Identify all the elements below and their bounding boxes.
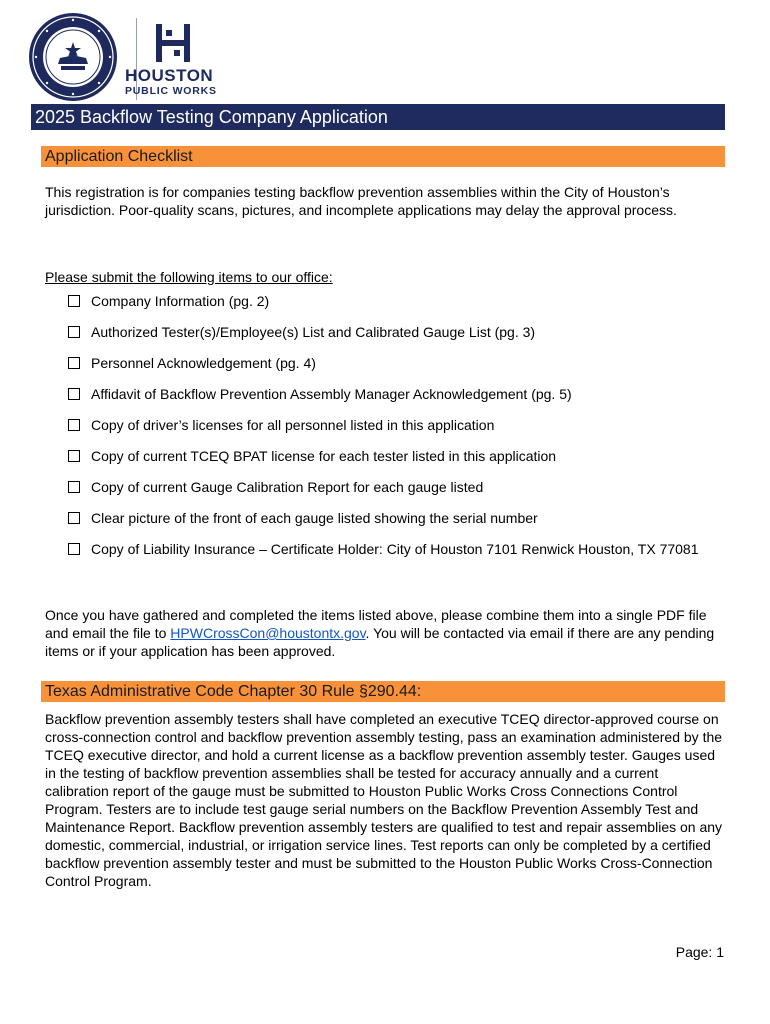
checkbox-icon[interactable]: [68, 295, 80, 307]
letterhead: [22, 10, 282, 102]
checklist-intro: This registration is for companies testing backflow prevention assemblies within the City of Houston’s jurisdiction. Poor-quality scans, pictures, and incomplete applications may delay the approval process.: [45, 184, 677, 218]
houston-public-works-logo-icon: [156, 24, 190, 62]
checkbox-icon[interactable]: [68, 481, 80, 493]
checklist-items: [68, 292, 728, 558]
checkbox-icon[interactable]: [68, 357, 80, 369]
rule-body: Backflow prevention assembly testers shall have completed an executive TCEQ director-approved course on cross-connection control and backflow prevention assembly testing, pass an examination administered by the TCEQ executive director, and hold a current license as a backflow prevention assembly tester. Gauges used in the testing of backflow prevention assemblies shall be tested for accuracy annually and a current calibration report of the gauge must be submitted to Houston Public Works Cross Connections Control Program. Testers are to include test gauge serial numbers on the Backflow Prevention Assembly Test and Maintenance Report. Backflow prevention assembly testers are qualified to test and repair assemblies on any domestic, commercial, industrial, or irrigation service lines. Test reports can only be completed by a certified backflow prevention assembly tester and must be submitted to the Houston Public Works Cross-Connection Control Program.: [45, 711, 723, 889]
checklist-item[interactable]: [68, 323, 728, 341]
section-heading-checklist: Application Checklist: [41, 146, 725, 167]
checklist-item-label: Affidavit of Backflow Prevention Assembly Manager Acknowledgement (pg. 5): [91, 386, 572, 402]
checklist-item[interactable]: [68, 416, 728, 434]
checklist-instruction: Please submit the following items to our office:: [45, 269, 333, 285]
closing-text-end: . You will be contacted via email if there are any pending items or if your application has been approved.: [45, 625, 715, 659]
checklist-item[interactable]: [68, 509, 728, 527]
document-title: 2025 Backflow Testing Company Application: [31, 104, 725, 130]
checkbox-icon[interactable]: [68, 419, 80, 431]
checkbox-icon[interactable]: [68, 512, 80, 524]
checklist-item-label: Copy of current TCEQ BPAT license for each tester listed in this application: [91, 448, 557, 464]
checklist-item-label: Authorized Tester(s)/Employee(s) List and Calibrated Gauge List (pg. 3): [91, 324, 536, 340]
checkbox-icon[interactable]: [68, 543, 80, 555]
checklist-item-label: Clear picture of the front of each gauge listed showing the serial number: [91, 510, 538, 526]
checkbox-icon[interactable]: [68, 326, 80, 338]
logo-wordmark-public-works: PUBLIC WORKS: [125, 85, 217, 97]
checklist-item-label: Copy of Liability Insurance – Certificate Holder: City of Houston 7101 Renwick Houston, TX 77081: [91, 541, 699, 557]
checkbox-icon[interactable]: [68, 450, 80, 462]
page-number: Page: 1: [675, 944, 724, 960]
checkbox-icon[interactable]: [68, 388, 80, 400]
checklist-item-label: Copy of current Gauge Calibration Report for each gauge listed: [91, 479, 484, 495]
logo-wordmark-houston: HOUSTON: [125, 66, 214, 85]
checklist-item[interactable]: [68, 478, 728, 496]
checklist-item[interactable]: [68, 540, 728, 558]
city-seal-icon: [28, 12, 118, 102]
checklist-item[interactable]: [68, 292, 728, 310]
checklist-closing: [45, 606, 725, 660]
checklist-item-label: Copy of driver’s licenses for all personnel listed in this application: [91, 417, 495, 433]
email-link[interactable]: HPWCrossCon@houstontx.gov: [170, 625, 366, 641]
checklist-item-label: Company Information (pg. 2): [91, 293, 270, 309]
checklist-item[interactable]: [68, 354, 728, 372]
checklist-item[interactable]: [68, 447, 728, 465]
section-heading-rule: Texas Administrative Code Chapter 30 Rule §290.44:: [41, 681, 725, 702]
checklist-item[interactable]: [68, 385, 728, 403]
closing-text-start: Once you have gathered and completed the items listed above, please combine them into a single PDF file and email the file to: [45, 607, 707, 641]
checklist-item-label: Personnel Acknowledgement (pg. 4): [91, 355, 316, 371]
